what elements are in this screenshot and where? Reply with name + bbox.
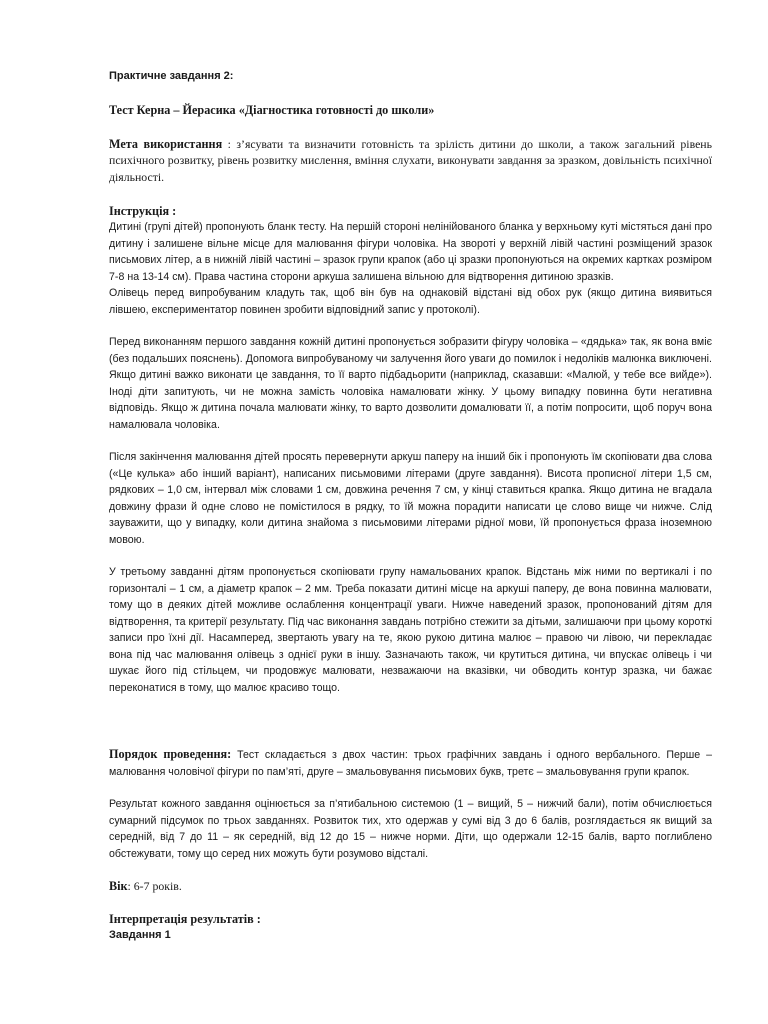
scoring-paragraph: Результат кожного завдання оцінюється за п’ятибальною системою (1 – вищий, 5 – нижчий бали), потім обчислюється сумарний підсумок по трьох завданнях. Розвиток тих, хто одержав у сумі від 3 до 6 балів, розглядається як вищий за середній, від 7 до 11 – як середній, від 12 до 15 – нижче норми. Діти, що одержали 12-15 балів, варто поглиблено обстежувати, тому що серед них можуть бути розумово відсталі. xyxy=(109,798,712,860)
age-label: Вік xyxy=(109,879,128,894)
interpretation-label: Інтерпретація результатів : xyxy=(109,911,261,926)
age-text: : 6-7 років. xyxy=(127,879,182,894)
document-body xyxy=(109,68,712,943)
purpose-paragraph xyxy=(109,136,712,185)
purpose-text: : з’ясувати та визначити готовність та зрілість дитини до школи, а також загальний рівень психічного розвитку, рівень розвитку мислення, вміння слухати, виконувати завдання за зразком, довільність психічної діяльності. xyxy=(109,137,712,184)
procedure-text: Тест складається з двох частин: трьох графічних завдань і одного вербального. Перше – малювання чоловічої фігури по пам’яті, друге – змальовування письмових букв, третє – змальовування групи крапок. xyxy=(109,749,712,778)
instruction-paragraph-1: Дитині (групі дітей) пропонують бланк тесту. На першій стороні нелінійованого бланка у верхньому куті містяться дані про дитину і залишене вільне місце для малювання фігури чоловіка. На звороті у верхній лівій частині розміщений зразок письмових літер, а в нижній лівій частині – зразок групи крапок (або ці зразки пропонуються на окремих картках розміром 7-8 на 13-14 см). Права частина сторони аркуша залишена вільною для відтворення дитиною зразків. xyxy=(109,221,712,283)
task-heading: Практичне завдання 2: xyxy=(109,70,234,82)
age-line xyxy=(109,878,712,894)
purpose-label: Мета використання xyxy=(109,137,223,151)
instruction-label: Інструкція : xyxy=(109,204,177,219)
instruction-paragraph-2: Олівець перед випробуваним кладуть так, щоб він був на однаковій відстані від обох рук (якщо дитина виявиться лівшею, експериментатор повинен зробити відповідний запис у протоколі). xyxy=(109,287,712,316)
procedure-label: Порядок проведення: xyxy=(109,747,232,762)
task3-paragraph: У третьому завданні дітям пропонується скопіювати групу намальованих крапок. Відстань між ними по вертикалі і по горизонталі – 1 см, а діаметр крапок – 2 мм. Треба показати дитині місце на аркуші паперу, де вона повинна малювати, тому що в деяких дітей можливе ослаблення концентрації уваги. Нижче наведений зразок, пропонований дітям для відтворення, та критерії результату. Під час виконання завдань потрібно стежити за дітьми, залишаючи при цьому короткі записи про їхні дії. Насамперед, звертають увагу на те, якою рукою дитина малює – правою чи лівою, чи перекладає вона під час малювання олівець з однієї руки в іншу. Зазначають також, чи крутиться дитина, чи впускає олівець і чи шукає його під стільцем, чи продовжує малювати, незважаючи на вказівки, чи обводить контур зразка, чи бажає переконатися в тому, що малює красиво тощо. xyxy=(109,566,712,694)
task1-label: Завдання 1 xyxy=(109,928,171,941)
task2-paragraph: Після закінчення малювання дітей просять перевернути аркуш паперу на інший бік і пропонують їм скопіювати два слова («Це кулька» або інший варіант), написаних письмовими літерами (друге завдання). Висота прописної літери 1,5 см, рядкових – 1,0 см, інтервал між словами 1 см, довжина речення 7 см, у кінці ставиться крапка. Якщо дитина не вгадала довжину фрази й одне слово не помістилося в рядку, то їй можна порадити написати це слово вище чи нижче. Слід зауважити, що у випадку, коли дитина знайома з письмовими літерами рідної мови, їй пропонується фраза іноземною мовою. xyxy=(109,451,712,546)
task1-paragraph: Перед виконанням першого завдання кожній дитині пропонується зобразити фігуру чоловіка – «дядька» так, як вона вміє (без подальших пояснень). Допомога випробуваному чи залучення його уваги до помилок і недоліків малюнка виключені. Якщо дитині важко виконати це завдання, то її варто підбадьорити (наприклад, сказавши: «Малюй, у тебе все вийде»). Іноді діти запитують, чи не можна замість чоловіка намалювати жінку. У цьому випадку повинна бути негативна відповідь. Якщо ж дитина почала малювати жінку, то варто дозволити домалювати її, а потім попросити, щоб поруч вона намалювала чоловіка. xyxy=(109,336,712,431)
test-title: Тест Керна – Йерасика «Діагностика готовності до школи» xyxy=(109,103,435,117)
procedure-paragraph xyxy=(109,746,712,780)
